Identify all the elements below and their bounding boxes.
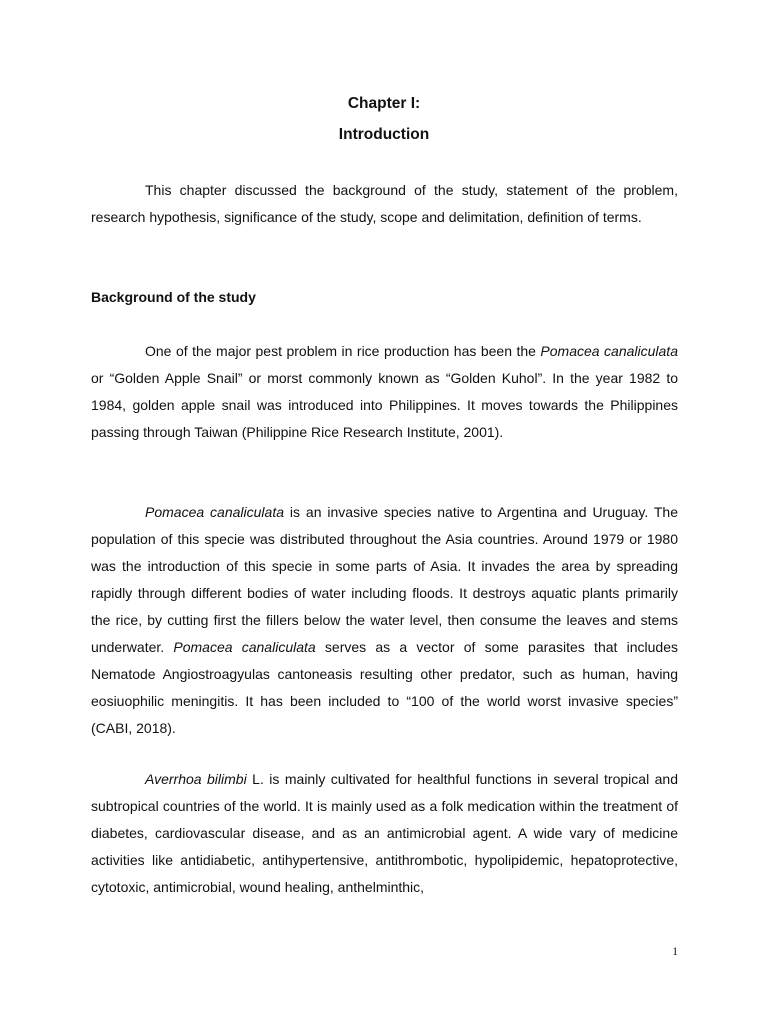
background-paragraph-2 xyxy=(91,499,678,742)
paragraph-text: serves as a vector of some parasites that includes Nematode Angiostroagyulas cantoneasis resulting other predator, such as human, having eosiuophilic meningitis. It has been included to “100 of the world worst invasive species” (CABI, 2018). xyxy=(91,639,678,736)
background-paragraph-3 xyxy=(91,766,678,901)
species-name: Pomacea canaliculata xyxy=(173,639,316,655)
chapter-number: Chapter I: xyxy=(347,95,421,112)
species-name: Averrhoa bilimbi xyxy=(145,771,247,787)
background-paragraph-1 xyxy=(91,338,678,446)
intro-paragraph: This chapter discussed the background of the study, statement of the problem, research hypothesis, significance of the study, scope and delimitation, definition of terms. xyxy=(91,182,678,225)
paragraph-text: is an invasive species native to Argentina and Uruguay. The population of this specie was distributed throughout the Asia countries. Around 1979 or 1980 was the introduction of this specie in some parts of Asia. It invades the area by spreading rapidly through different bodies of water including floods. It destroys aquatic plants primarily the rice, by cutting first the fillers below the water level, then consume the leaves and stems underwater. xyxy=(91,504,678,655)
species-name: Pomacea canaliculata xyxy=(145,504,284,520)
section-heading: Background of the study xyxy=(91,289,256,305)
chapter-title: Introduction xyxy=(338,126,430,143)
page-number: 1 xyxy=(672,946,678,958)
species-name: Pomacea canaliculata xyxy=(540,343,678,359)
paragraph-text: One of the major pest problem in rice production has been the xyxy=(145,343,541,359)
paragraph-text: or “Golden Apple Snail” or morst commonly known as “Golden Kuhol”. In the year 1982 to 1984, golden apple snail was introduced into Philippines. It moves towards the Philippines passing through Taiwan (Philippine Rice Research Institute, 2001). xyxy=(91,370,678,440)
paragraph-text: L. is mainly cultivated for healthful functions in several tropical and subtropical countries of the world. It is mainly used as a folk medication within the treatment of diabetes, cardiovascular disease, and as an antimicrobial agent. A wide vary of medicine activities like antidiabetic, antihypertensive, antithrombotic, hypolipidemic, hepatoprotective, cytotoxic, antimicrobial, wound healing, anthelminthic, xyxy=(91,771,678,895)
